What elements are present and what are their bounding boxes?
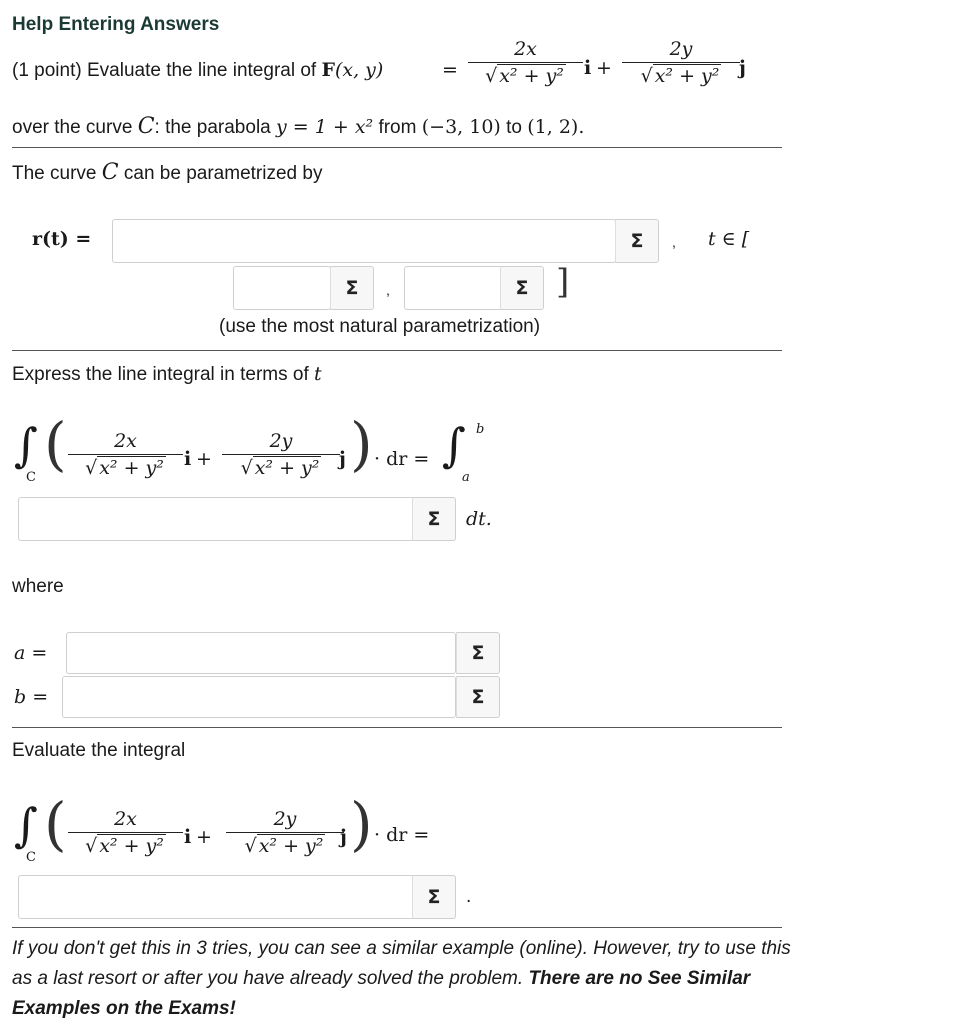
curve-description [12, 114, 584, 139]
integral-icon: ∫ [442, 418, 466, 472]
upper-limit: b [476, 422, 485, 437]
fraction-denominator: √ x² + y² [244, 835, 324, 857]
parabola-equation: y = 1 + x² [276, 116, 374, 138]
unit-j: j [739, 57, 746, 79]
integrand-sigma-icon[interactable]: Σ [412, 497, 456, 541]
dot-dr-equals: · dr = [374, 824, 430, 846]
unit-i: i [584, 57, 592, 79]
divider [12, 927, 782, 928]
problem-statement [12, 59, 383, 82]
integral-subscript: C [26, 470, 36, 485]
r-of-t-label: r(t) = [32, 228, 92, 250]
left-paren: ( [44, 410, 67, 478]
start-point: (−3, 10) [421, 116, 501, 138]
divider [12, 350, 782, 351]
divider [12, 727, 782, 728]
right-paren: ) [350, 790, 373, 858]
fraction-den-text: x² + y² [258, 835, 324, 857]
unit-j: j [339, 448, 346, 470]
left-paren: ( [44, 790, 67, 858]
dot-dr-equals: · dr = [374, 448, 430, 470]
fraction-numerator: 2y [269, 430, 293, 452]
period: . [466, 886, 472, 907]
plus-sign: + [196, 826, 212, 848]
answer-sigma-icon[interactable]: Σ [412, 875, 456, 919]
from-text: from [378, 117, 417, 138]
field-args: (x, y) [334, 59, 384, 81]
t-end-sigma-icon[interactable]: Σ [500, 266, 544, 310]
fraction-denominator: √ x² + y² [640, 65, 720, 87]
curve-symbol: C [137, 114, 155, 139]
integrand-input[interactable] [18, 497, 414, 541]
unit-i: i [184, 826, 192, 848]
right-paren: ) [350, 410, 373, 478]
problem-points-text: (1 point) Evaluate the line integral of [12, 60, 317, 81]
fraction-numerator: 2x [114, 430, 137, 452]
fraction-y [222, 430, 340, 479]
parabola-text: : the parabola [154, 117, 271, 138]
fraction-numerator: 2x [514, 38, 537, 60]
parametrize-lead: The curve [12, 163, 97, 184]
r-equation-editor-sigma-icon[interactable]: Σ [615, 219, 659, 263]
footer-note [12, 934, 792, 1024]
b-sigma-icon[interactable]: Σ [456, 676, 500, 718]
integral-icon: ∫ [14, 798, 38, 852]
close-bracket: ] [556, 262, 570, 302]
dt-label: dt. [466, 508, 492, 530]
answer-input[interactable] [18, 875, 414, 919]
t-symbol: t [314, 363, 322, 385]
fraction-denominator: √ x² + y² [240, 457, 320, 479]
fraction-y [226, 808, 344, 857]
fraction-numerator: 2x [114, 808, 137, 830]
footer-italic-text: If you don't get this in 3 tries, you can see a similar example (online). However, try to use this as a last resort or after you have already solved the problem. [12, 938, 791, 989]
evaluate-label: Evaluate the integral [12, 740, 186, 761]
divider [12, 147, 782, 148]
where-label: where [12, 576, 64, 597]
t-in-label: t ∈ [ [708, 228, 750, 250]
fraction-den-text: x² + y² [499, 65, 564, 87]
fraction-denominator: √ x² + y² [85, 457, 164, 479]
footer-bold-text: There are no See Similar Examples on the Exams! [12, 968, 751, 1019]
fraction-numerator: 2y [669, 38, 693, 60]
parametrization-note: (use the most natural parametrization) [219, 316, 541, 337]
parametrize-rest: can be parametrized by [123, 163, 323, 184]
field-name: F [321, 59, 335, 81]
parametrize-label [12, 160, 322, 185]
t-start-input[interactable] [233, 266, 331, 310]
integral-subscript: C [26, 850, 36, 865]
a-sigma-icon[interactable]: Σ [456, 632, 500, 674]
a-input[interactable] [66, 632, 456, 674]
end-point: (1, 2). [527, 116, 585, 138]
fraction-den-text: x² + y² [99, 457, 164, 479]
fraction-y [622, 38, 740, 87]
plus-sign: + [196, 448, 212, 470]
fraction-den-text: x² + y² [654, 65, 720, 87]
to-text: to [506, 117, 522, 138]
fraction-numerator: 2y [273, 808, 297, 830]
comma-separator: , [672, 234, 676, 250]
fraction-denominator: √ x² + y² [485, 65, 564, 87]
r-input[interactable] [112, 219, 616, 263]
a-label: a = [14, 642, 48, 664]
page-title: Help Entering Answers [12, 14, 220, 35]
over-curve-text: over the curve [12, 117, 133, 138]
unit-j: j [340, 826, 347, 848]
fraction-x [468, 38, 583, 87]
curve-symbol: C [101, 160, 119, 185]
lower-limit: a [462, 470, 470, 485]
express-label [12, 363, 322, 386]
fraction-denominator: √ x² + y² [85, 835, 164, 857]
fraction-den-text: x² + y² [99, 835, 164, 857]
t-end-input[interactable] [404, 266, 502, 310]
comma-separator: , [386, 282, 390, 298]
b-input[interactable] [62, 676, 456, 718]
fraction-x [68, 808, 183, 857]
express-lead: Express the line integral in terms of [12, 364, 309, 385]
b-label: b = [14, 686, 49, 708]
plus-sign: + [596, 57, 612, 79]
fraction-den-text: x² + y² [254, 457, 320, 479]
equals-sign: = [442, 59, 458, 81]
unit-i: i [184, 448, 192, 470]
integral-icon: ∫ [14, 418, 38, 472]
fraction-x [68, 430, 183, 479]
t-start-sigma-icon[interactable]: Σ [330, 266, 374, 310]
